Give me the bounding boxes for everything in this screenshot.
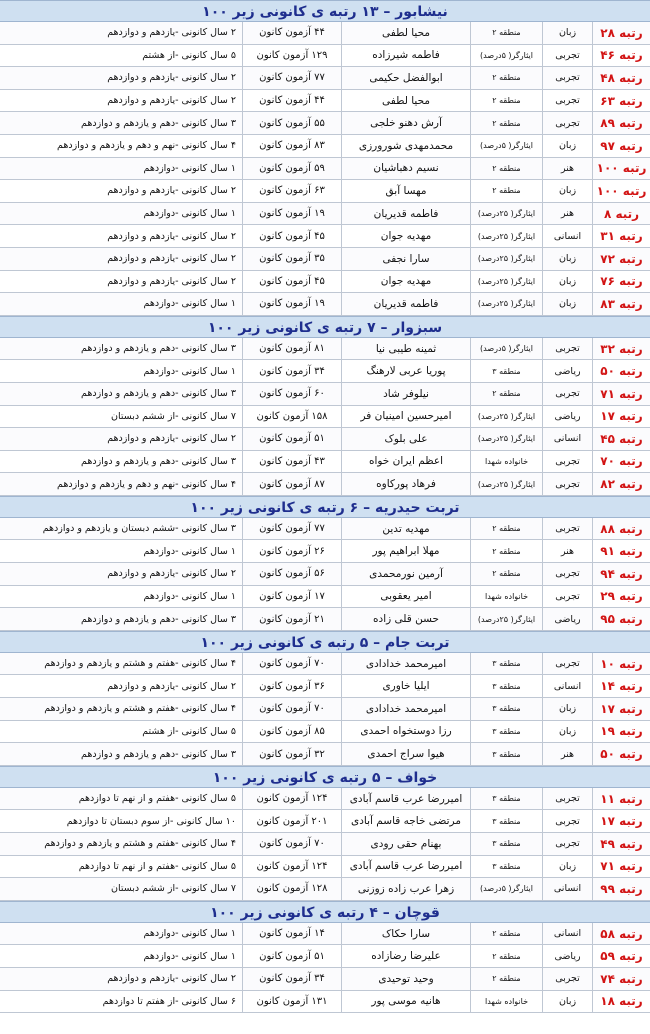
- membership-years-cell: ۱ سال کانونی -دوازدهم: [143, 298, 236, 310]
- table-row: [0, 67, 650, 90]
- table-row: [0, 360, 650, 383]
- rank-cell: رتبه ۴۸: [592, 67, 650, 89]
- membership-years-cell: ۵ سال کانونی -از هشتم: [142, 725, 236, 737]
- membership-years-cell: ۲ سال کانونی -یازدهم و دوازدهم: [107, 568, 236, 580]
- rank-cell: رتبه ۴۹: [592, 833, 650, 855]
- rank-cell: رتبه ۱۷: [592, 406, 650, 428]
- region-cell: منطقه ۳: [470, 788, 542, 810]
- exam-count-cell: ۷۰ آزمون کانون: [242, 653, 341, 675]
- student-name-cell: مرتضی خاجه قاسم آبادی: [341, 810, 470, 832]
- rank-cell: رتبه ۴۵: [592, 428, 650, 450]
- field-cell: تجربی: [542, 563, 592, 585]
- table-row: [0, 856, 650, 879]
- rank-cell: رتبه ۳۱: [592, 225, 650, 247]
- membership-years-cell: ۴ سال کانونی -هفتم و هشتم و یازدهم و دوازدهم: [44, 658, 236, 670]
- table-row: [0, 653, 650, 676]
- exam-count-cell: ۶۰ آزمون کانون: [242, 383, 341, 405]
- rank-cell: رتبه ۶۳: [592, 90, 650, 112]
- region-cell: ایثارگر( ۲۵درصد): [470, 293, 542, 315]
- table-row: [0, 698, 650, 721]
- rank-cell: رتبه ۷۱: [592, 856, 650, 878]
- rank-cell: رتبه ۴۶: [592, 45, 650, 67]
- student-name-cell: مهدیه تدین: [341, 518, 470, 540]
- field-cell: انسانی: [542, 428, 592, 450]
- exam-count-cell: ۷۷ آزمون کانون: [242, 518, 341, 540]
- rank-cell: رتبه ۵۰: [592, 743, 650, 765]
- field-cell: انسانی: [542, 923, 592, 945]
- field-cell: زبان: [542, 721, 592, 743]
- student-name-cell: ایلیا خاوری: [341, 675, 470, 697]
- exam-count-cell: ۷۰ آزمون کانون: [242, 698, 341, 720]
- section-header: قوچان – ۴ رتبه ی کانونی زیر ۱۰۰: [0, 901, 650, 923]
- field-cell: زبان: [542, 180, 592, 202]
- membership-years-cell: ۲ سال کانونی -یازدهم و دوازدهم: [107, 230, 236, 242]
- rank-cell: رتبه ۲۹: [592, 586, 650, 608]
- region-cell: ایثارگر( ۲۵درصد): [470, 225, 542, 247]
- membership-years-cell: ۱ سال کانونی -دوازدهم: [143, 162, 236, 174]
- table-row: [0, 743, 650, 766]
- student-name-cell: محیا لطفی: [341, 90, 470, 112]
- membership-years-cell: ۵ سال کانونی -هفتم و از نهم تا دوازدهم: [78, 793, 236, 805]
- field-cell: انسانی: [542, 878, 592, 900]
- region-cell: منطقه ۳: [470, 810, 542, 832]
- exam-count-cell: ۱۹ آزمون کانون: [242, 203, 341, 225]
- table-row: [0, 991, 650, 1014]
- field-cell: تجربی: [542, 451, 592, 473]
- rank-cell: رتبه ۹۴: [592, 563, 650, 585]
- table-row: [0, 586, 650, 609]
- field-cell: زبان: [542, 135, 592, 157]
- student-name-cell: رزا دوستخواه احمدی: [341, 721, 470, 743]
- rank-cell: رتبه ۹۵: [592, 608, 650, 630]
- student-name-cell: پوریا عربی لارهنگ: [341, 360, 470, 382]
- student-name-cell: آرش دهنو خلجی: [341, 112, 470, 134]
- exam-count-cell: ۱۷ آزمون کانون: [242, 586, 341, 608]
- region-cell: منطقه ۲: [470, 112, 542, 134]
- table-row: [0, 406, 650, 429]
- student-name-cell: علی بلوک: [341, 428, 470, 450]
- membership-years-cell: ۱۰ سال کانونی -از سوم دبستان تا دوازدهم: [66, 815, 236, 827]
- rank-cell: رتبه ۷۶: [592, 271, 650, 293]
- rank-cell: رتبه ۹۱: [592, 540, 650, 562]
- table-row: [0, 203, 650, 226]
- city-section: [0, 496, 650, 631]
- rank-cell: رتبه ۱۷: [592, 698, 650, 720]
- table-row: [0, 293, 650, 316]
- rank-cell: رتبه ۱۹: [592, 721, 650, 743]
- student-name-cell: امیرمحمد خدادادی: [341, 653, 470, 675]
- table-row: [0, 271, 650, 294]
- region-cell: منطقه ۲: [470, 67, 542, 89]
- exam-count-cell: ۳۴ آزمون کانون: [242, 360, 341, 382]
- region-cell: ایثارگر( ۵درصد): [470, 338, 542, 360]
- region-cell: منطقه ۲: [470, 923, 542, 945]
- table-row: [0, 248, 650, 271]
- region-cell: ایثارگر( ۲۵درصد): [470, 473, 542, 495]
- rank-cell: رتبه ۳۲: [592, 338, 650, 360]
- student-name-cell: هانیه موسی پور: [341, 991, 470, 1013]
- table-row: [0, 45, 650, 68]
- student-name-cell: آرمین نورمحمدی: [341, 563, 470, 585]
- membership-years-cell: ۱ سال کانونی -دوازدهم: [143, 545, 236, 557]
- region-cell: ایثارگر( ۵درصد): [470, 135, 542, 157]
- membership-years-cell: ۳ سال کانونی -دهم و یازدهم و دوازدهم: [81, 388, 236, 400]
- region-cell: منطقه ۳: [470, 675, 542, 697]
- exam-count-cell: ۶۳ آزمون کانون: [242, 180, 341, 202]
- membership-years-cell: ۲ سال کانونی -یازدهم و دوازدهم: [107, 95, 236, 107]
- membership-years-cell: ۷ سال کانونی -از ششم دبستان: [111, 883, 236, 895]
- exam-count-cell: ۱۹ آزمون کانون: [242, 293, 341, 315]
- exam-count-cell: ۱۲۴ آزمون کانون: [242, 788, 341, 810]
- student-name-cell: حسن قلی زاده: [341, 608, 470, 630]
- field-cell: تجربی: [542, 833, 592, 855]
- region-cell: ایثارگر( ۲۵درصد): [470, 271, 542, 293]
- student-name-cell: علیرضا رضازاده: [341, 945, 470, 967]
- student-name-cell: ابوالفضل حکیمی: [341, 67, 470, 89]
- region-cell: ایثارگر( ۵درصد): [470, 45, 542, 67]
- region-cell: خانواده شهدا: [470, 451, 542, 473]
- region-cell: منطقه ۳: [470, 698, 542, 720]
- rank-cell: رتبه ۱۰: [592, 653, 650, 675]
- table-row: [0, 923, 650, 946]
- rank-cell: رتبه ۸۳: [592, 293, 650, 315]
- membership-years-cell: ۳ سال کانونی -دهم و یازدهم و دوازدهم: [81, 117, 236, 129]
- exam-count-cell: ۵۱ آزمون کانون: [242, 945, 341, 967]
- field-cell: تجربی: [542, 788, 592, 810]
- exam-count-cell: ۷۷ آزمون کانون: [242, 67, 341, 89]
- section-header: نیشابور – ۱۳ رتبه ی کانونی زیر ۱۰۰: [0, 0, 650, 22]
- membership-years-cell: ۶ سال کانونی -از هفتم تا دوازدهم: [102, 995, 236, 1007]
- membership-years-cell: ۴ سال کانونی -نهم و دهم و یازدهم و دوازدهم: [57, 478, 236, 490]
- table-row: [0, 22, 650, 45]
- membership-years-cell: ۵ سال کانونی -هفتم و از نهم تا دوازدهم: [78, 860, 236, 872]
- field-cell: تجربی: [542, 338, 592, 360]
- region-cell: منطقه ۲: [470, 180, 542, 202]
- city-section: [0, 766, 650, 901]
- student-name-cell: اعظم ایران خواه: [341, 451, 470, 473]
- table-row: [0, 563, 650, 586]
- field-cell: انسانی: [542, 225, 592, 247]
- student-name-cell: وحید توحیدی: [341, 968, 470, 990]
- region-cell: ایثارگر( ۲۵درصد): [470, 248, 542, 270]
- section-header: تربت جام – ۵ رتبه ی کانونی زیر ۱۰۰: [0, 631, 650, 653]
- student-name-cell: فاطمه شیرزاده: [341, 45, 470, 67]
- membership-years-cell: ۱ سال کانونی -دوازدهم: [143, 208, 236, 220]
- exam-count-cell: ۷۰ آزمون کانون: [242, 833, 341, 855]
- student-name-cell: زهرا عرب زاده زوزنی: [341, 878, 470, 900]
- membership-years-cell: ۴ سال کانونی -هفتم و هشتم و یازدهم و دوازدهم: [44, 703, 236, 715]
- membership-years-cell: ۴ سال کانونی -نهم و دهم و یازدهم و دوازدهم: [57, 140, 236, 152]
- region-cell: منطقه ۲: [470, 158, 542, 180]
- rank-cell: رتبه ۷۴: [592, 968, 650, 990]
- membership-years-cell: ۳ سال کانونی -دهم و یازدهم و دوازدهم: [81, 455, 236, 467]
- section-header: خواف – ۵ رتبه ی کانونی زیر ۱۰۰: [0, 766, 650, 788]
- student-name-cell: فاطمه قدیریان: [341, 203, 470, 225]
- field-cell: تجربی: [542, 968, 592, 990]
- rank-cell: رتبه ۸۲: [592, 473, 650, 495]
- membership-years-cell: ۳ سال کانونی -دهم و یازدهم و دوازدهم: [81, 748, 236, 760]
- table-row: [0, 451, 650, 474]
- region-cell: ایثارگر( ۲۵درصد): [470, 608, 542, 630]
- student-name-cell: مهدیه جوان: [341, 271, 470, 293]
- exam-count-cell: ۸۷ آزمون کانون: [242, 473, 341, 495]
- region-cell: خانواده شهدا: [470, 586, 542, 608]
- table-row: [0, 112, 650, 135]
- field-cell: تجربی: [542, 45, 592, 67]
- student-name-cell: امیررضا عرب قاسم آبادی: [341, 856, 470, 878]
- exam-count-cell: ۱۲۹ آزمون کانون: [242, 45, 341, 67]
- membership-years-cell: ۳ سال کانونی -دهم و یازدهم و دوازدهم: [81, 343, 236, 355]
- field-cell: تجربی: [542, 90, 592, 112]
- membership-years-cell: ۲ سال کانونی -یازدهم و دوازدهم: [107, 27, 236, 39]
- rank-cell: رتبه ۷۱: [592, 383, 650, 405]
- membership-years-cell: ۲ سال کانونی -یازدهم و دوازدهم: [107, 433, 236, 445]
- table-row: [0, 473, 650, 496]
- field-cell: زبان: [542, 293, 592, 315]
- table-row: [0, 135, 650, 158]
- region-cell: ایثارگر( ۵درصد): [470, 878, 542, 900]
- region-cell: خانواده شهدا: [470, 991, 542, 1013]
- exam-count-cell: ۵۱ آزمون کانون: [242, 428, 341, 450]
- student-name-cell: ثمینه طیبی نیا: [341, 338, 470, 360]
- exam-count-cell: ۱۲۸ آزمون کانون: [242, 878, 341, 900]
- field-cell: تجربی: [542, 810, 592, 832]
- membership-years-cell: ۲ سال کانونی -یازدهم و دوازدهم: [107, 72, 236, 84]
- rank-cell: رتبه ۸: [592, 203, 650, 225]
- student-name-cell: مهلا ابراهیم پور: [341, 540, 470, 562]
- membership-years-cell: ۱ سال کانونی -دوازدهم: [143, 928, 236, 940]
- region-cell: منطقه ۳: [470, 721, 542, 743]
- field-cell: هنر: [542, 743, 592, 765]
- region-cell: ایثارگر( ۲۵درصد): [470, 203, 542, 225]
- rank-cell: رتبه ۱۴: [592, 675, 650, 697]
- exam-count-cell: ۸۳ آزمون کانون: [242, 135, 341, 157]
- exam-count-cell: ۳۴ آزمون کانون: [242, 968, 341, 990]
- student-name-cell: سارا نجفی: [341, 248, 470, 270]
- rank-cell: رتبه ۲۸: [592, 22, 650, 44]
- region-cell: منطقه ۲: [470, 90, 542, 112]
- field-cell: زبان: [542, 698, 592, 720]
- city-section: [0, 0, 650, 316]
- table-row: [0, 90, 650, 113]
- exam-count-cell: ۴۵ آزمون کانون: [242, 225, 341, 247]
- exam-count-cell: ۴۴ آزمون کانون: [242, 90, 341, 112]
- table-row: [0, 788, 650, 811]
- membership-years-cell: ۱ سال کانونی -دوازدهم: [143, 590, 236, 602]
- rank-cell: رتبه ۵۸: [592, 923, 650, 945]
- region-cell: منطقه ۳: [470, 653, 542, 675]
- region-cell: منطقه ۲: [470, 563, 542, 585]
- table-row: [0, 608, 650, 631]
- membership-years-cell: ۱ سال کانونی -دوازدهم: [143, 365, 236, 377]
- field-cell: ریاضی: [542, 608, 592, 630]
- table-row: [0, 225, 650, 248]
- student-name-cell: سارا حکاک: [341, 923, 470, 945]
- field-cell: تجربی: [542, 67, 592, 89]
- exam-count-cell: ۱۲۴ آزمون کانون: [242, 856, 341, 878]
- region-cell: منطقه ۲: [470, 968, 542, 990]
- student-name-cell: امیرحسین امینیان فر: [341, 406, 470, 428]
- table-row: [0, 540, 650, 563]
- membership-years-cell: ۷ سال کانونی -از ششم دبستان: [111, 410, 236, 422]
- region-cell: ایثارگر( ۲۵درصد): [470, 406, 542, 428]
- membership-years-cell: ۳ سال کانونی -ششم دبستان و یازدهم و دوازدهم: [42, 523, 236, 535]
- exam-count-cell: ۳۶ آزمون کانون: [242, 675, 341, 697]
- field-cell: زبان: [542, 991, 592, 1013]
- table-row: [0, 383, 650, 406]
- field-cell: هنر: [542, 158, 592, 180]
- field-cell: زبان: [542, 856, 592, 878]
- city-section: [0, 316, 650, 496]
- city-section: [0, 631, 650, 766]
- student-name-cell: نسیم دهباشیان: [341, 158, 470, 180]
- membership-years-cell: ۲ سال کانونی -یازدهم و دوازدهم: [107, 680, 236, 692]
- table-row: [0, 721, 650, 744]
- region-cell: منطقه ۲: [470, 22, 542, 44]
- exam-count-cell: ۵۶ آزمون کانون: [242, 563, 341, 585]
- exam-count-cell: ۴۴ آزمون کانون: [242, 22, 341, 44]
- region-cell: منطقه ۲: [470, 945, 542, 967]
- field-cell: ریاضی: [542, 945, 592, 967]
- membership-years-cell: ۲ سال کانونی -یازدهم و دوازدهم: [107, 275, 236, 287]
- exam-count-cell: ۵۹ آزمون کانون: [242, 158, 341, 180]
- city-section: [0, 901, 650, 1013]
- field-cell: انسانی: [542, 675, 592, 697]
- student-name-cell: امیرمحمد خدادادی: [341, 698, 470, 720]
- student-name-cell: مهسا آبق: [341, 180, 470, 202]
- field-cell: هنر: [542, 203, 592, 225]
- student-name-cell: فرهاد پورکاوه: [341, 473, 470, 495]
- rank-cell: رتبه ۷۲: [592, 248, 650, 270]
- exam-count-cell: ۴۵ آزمون کانون: [242, 271, 341, 293]
- rank-cell: رتبه ۹۹: [592, 878, 650, 900]
- table-row: [0, 878, 650, 901]
- rank-cell: رتبه ۱۰۰: [592, 158, 650, 180]
- exam-count-cell: ۱۳۱ آزمون کانون: [242, 991, 341, 1013]
- student-name-cell: هیوا سراج احمدی: [341, 743, 470, 765]
- table-row: [0, 518, 650, 541]
- exam-count-cell: ۸۱ آزمون کانون: [242, 338, 341, 360]
- table-row: [0, 810, 650, 833]
- student-name-cell: امیررضا عرب قاسم آبادی: [341, 788, 470, 810]
- membership-years-cell: ۲ سال کانونی -یازدهم و دوازدهم: [107, 185, 236, 197]
- student-name-cell: مهدیه جوان: [341, 225, 470, 247]
- rank-cell: رتبه ۸۹: [592, 112, 650, 134]
- field-cell: هنر: [542, 540, 592, 562]
- rank-cell: رتبه ۵۹: [592, 945, 650, 967]
- region-cell: منطقه ۳: [470, 856, 542, 878]
- field-cell: تجربی: [542, 653, 592, 675]
- student-name-cell: امیر یعقوبی: [341, 586, 470, 608]
- membership-years-cell: ۳ سال کانونی -دهم و یازدهم و دوازدهم: [81, 613, 236, 625]
- student-name-cell: محمدمهدی شورورزی: [341, 135, 470, 157]
- region-cell: منطقه ۲: [470, 383, 542, 405]
- exam-count-cell: ۲۰۱ آزمون کانون: [242, 810, 341, 832]
- table-row: [0, 338, 650, 361]
- exam-count-cell: ۱۴ آزمون کانون: [242, 923, 341, 945]
- region-cell: منطقه ۳: [470, 833, 542, 855]
- membership-years-cell: ۱ سال کانونی -دوازدهم: [143, 950, 236, 962]
- field-cell: ریاضی: [542, 406, 592, 428]
- membership-years-cell: ۲ سال کانونی -یازدهم و دوازدهم: [107, 253, 236, 265]
- field-cell: تجربی: [542, 383, 592, 405]
- field-cell: ریاضی: [542, 360, 592, 382]
- field-cell: زبان: [542, 22, 592, 44]
- table-row: [0, 945, 650, 968]
- table-row: [0, 158, 650, 181]
- field-cell: زبان: [542, 271, 592, 293]
- exam-count-cell: ۵۵ آزمون کانون: [242, 112, 341, 134]
- section-header: تربت حیدریه – ۶ رتبه ی کانونی زیر ۱۰۰: [0, 496, 650, 518]
- membership-years-cell: ۴ سال کانونی -هفتم و هشتم و یازدهم و دوازدهم: [44, 838, 236, 850]
- region-cell: ایثارگر( ۲۵درصد): [470, 428, 542, 450]
- membership-years-cell: ۲ سال کانونی -یازدهم و دوازدهم: [107, 973, 236, 985]
- rank-cell: رتبه ۹۷: [592, 135, 650, 157]
- exam-count-cell: ۴۳ آزمون کانون: [242, 451, 341, 473]
- exam-count-cell: ۳۲ آزمون کانون: [242, 743, 341, 765]
- exam-count-cell: ۲۱ آزمون کانون: [242, 608, 341, 630]
- rank-cell: رتبه ۱۰۰: [592, 180, 650, 202]
- table-row: [0, 675, 650, 698]
- rank-cell: رتبه ۵۰: [592, 360, 650, 382]
- exam-count-cell: ۱۵۸ آزمون کانون: [242, 406, 341, 428]
- exam-count-cell: ۸۵ آزمون کانون: [242, 721, 341, 743]
- region-cell: منطقه ۲: [470, 540, 542, 562]
- rank-cell: رتبه ۸۸: [592, 518, 650, 540]
- student-name-cell: بهنام حقی رودی: [341, 833, 470, 855]
- student-name-cell: فاطمه قدیریان: [341, 293, 470, 315]
- table-row: [0, 180, 650, 203]
- membership-years-cell: ۵ سال کانونی -از هشتم: [142, 49, 236, 61]
- region-cell: منطقه ۲: [470, 518, 542, 540]
- field-cell: تجربی: [542, 518, 592, 540]
- region-cell: منطقه ۳: [470, 743, 542, 765]
- rank-cell: رتبه ۷۰: [592, 451, 650, 473]
- field-cell: زبان: [542, 248, 592, 270]
- table-row: [0, 833, 650, 856]
- exam-count-cell: ۳۵ آزمون کانون: [242, 248, 341, 270]
- exam-count-cell: ۲۶ آزمون کانون: [242, 540, 341, 562]
- student-name-cell: محیا لطفی: [341, 22, 470, 44]
- region-cell: منطقه ۳: [470, 360, 542, 382]
- student-name-cell: نیلوفر شاد: [341, 383, 470, 405]
- section-header: سبزوار – ۷ رتبه ی کانونی زیر ۱۰۰: [0, 316, 650, 338]
- rank-cell: رتبه ۱۷: [592, 810, 650, 832]
- table-row: [0, 428, 650, 451]
- field-cell: تجربی: [542, 473, 592, 495]
- rank-cell: رتبه ۱۱: [592, 788, 650, 810]
- field-cell: تجربی: [542, 586, 592, 608]
- rank-cell: رتبه ۱۸: [592, 991, 650, 1013]
- field-cell: تجربی: [542, 112, 592, 134]
- table-row: [0, 968, 650, 991]
